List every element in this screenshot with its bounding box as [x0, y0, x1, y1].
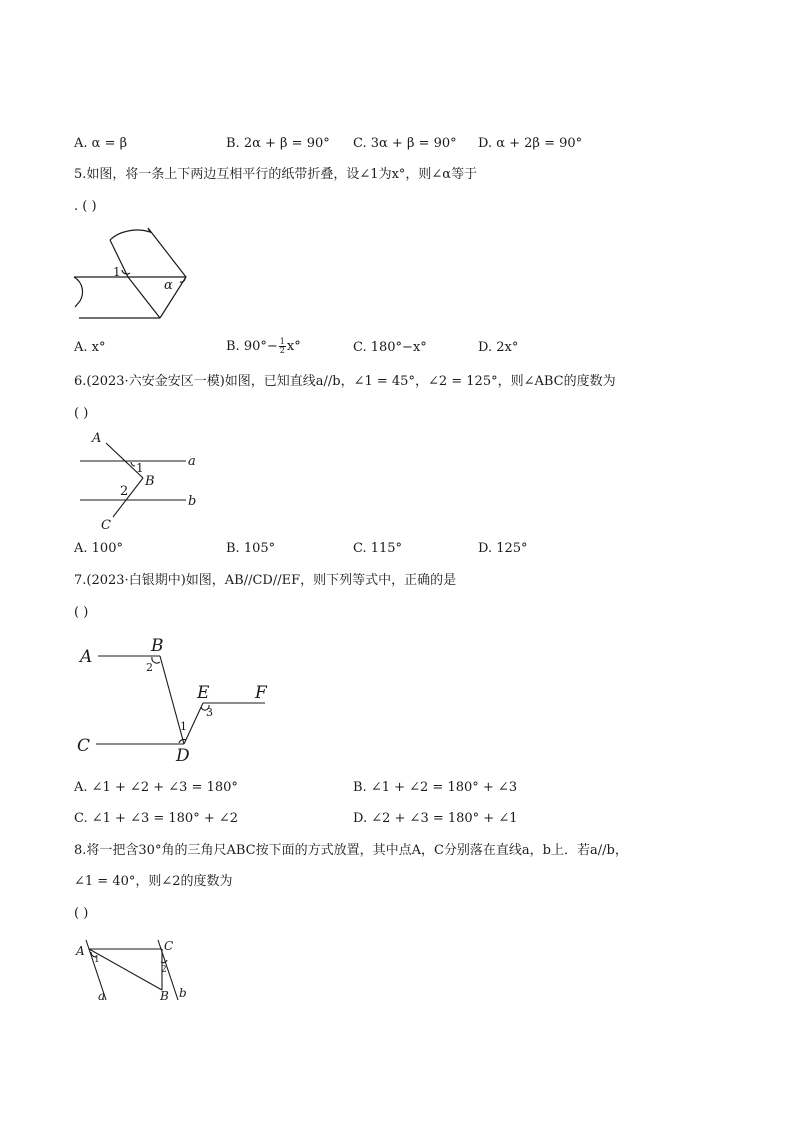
- q8-answer-paren: ( ): [74, 906, 89, 921]
- q7-label-E: E: [197, 683, 210, 703]
- q6-option-a: A. 100°: [74, 541, 123, 556]
- q5-option-a: A. x°: [74, 340, 106, 355]
- q4-option-c: C. 3α + β = 90°: [353, 136, 457, 151]
- q7-option-c: C. ∠1 + ∠3 = 180° + ∠2: [74, 811, 239, 826]
- q8-stem-line2: ∠1 = 40°，则∠2的度数为: [74, 874, 233, 889]
- q7-answer-paren: ( ): [74, 605, 89, 620]
- q7-label-1: 1: [180, 720, 187, 733]
- q7-label-F: F: [255, 683, 267, 703]
- q5-answer-paren: . ( ): [74, 199, 97, 214]
- q7-label-C: C: [77, 736, 91, 756]
- q5-stem: 5.如图，将一条上下两边互相平行的纸带折叠，设∠1为x°，则∠α等于: [74, 167, 478, 182]
- q6-label-2: 2: [120, 484, 129, 499]
- q6-label-C: C: [101, 518, 111, 533]
- q6-option-b: B. 105°: [226, 541, 276, 556]
- q7-stem: 7.(2023·白银期中)如图，AB//CD//EF，则下列等式中，正确的是: [74, 573, 457, 588]
- q4-option-b: B. 2α + β = 90°: [226, 136, 330, 151]
- q7-option-a: A. ∠1 + ∠2 + ∠3 = 180°: [74, 780, 238, 795]
- q7-option-d: D. ∠2 + ∠3 = 180° + ∠1: [353, 811, 518, 826]
- q5-option-c: C. 180°−x°: [353, 340, 427, 355]
- q8-label-b: b: [179, 986, 187, 1000]
- q7-option-b: B. ∠1 + ∠2 = 180° + ∠3: [353, 780, 518, 795]
- q6-option-c: C. 115°: [353, 541, 403, 556]
- q5-option-d: D. 2x°: [478, 340, 519, 355]
- q6-answer-paren: ( ): [74, 406, 89, 421]
- q7-label-B: B: [151, 636, 164, 656]
- q5-label-1: 1: [113, 265, 121, 279]
- q8-stem-line1: 8.将一把含30°角的三角尺ABC按下面的方式放置，其中点A，C分别落在直线a，b上．若a//b，: [74, 843, 628, 858]
- q7-label-2: 2: [146, 661, 153, 674]
- q6-stem: 6.(2023·六安金安区一模)如图，已知直线a//b，∠1 = 45°，∠2 = 125°，则∠ABC的度数为: [74, 374, 616, 389]
- q8-label-2: 2: [161, 965, 167, 975]
- q7-label-D: D: [176, 746, 190, 766]
- q4-option-d: D. α + 2β = 90°: [478, 136, 583, 151]
- fraction-denominator: 2: [279, 346, 285, 355]
- q7-label-A: A: [80, 647, 93, 667]
- q5-option-b-prefix: B. 90°−: [226, 339, 278, 354]
- q8-label-C: C: [164, 939, 174, 953]
- q8-label-A: A: [76, 944, 85, 958]
- q6-label-A: A: [92, 431, 102, 446]
- fraction-numerator: 1: [279, 337, 285, 346]
- q6-option-d: D. 125°: [478, 541, 528, 556]
- q4-option-a: A. α = β: [74, 136, 128, 151]
- q8-label-1: 1: [94, 955, 100, 965]
- q6-label-a: a: [188, 454, 196, 469]
- q8-label-a: a: [98, 989, 106, 1003]
- q6-label-b: b: [188, 494, 197, 509]
- q5-option-b-suffix: x°: [286, 339, 301, 354]
- q5-label-alpha: α: [164, 278, 173, 293]
- q7-label-3: 3: [206, 706, 213, 719]
- q6-label-1: 1: [136, 461, 144, 475]
- q8-label-B: B: [160, 989, 169, 1003]
- q6-label-B: B: [145, 474, 155, 489]
